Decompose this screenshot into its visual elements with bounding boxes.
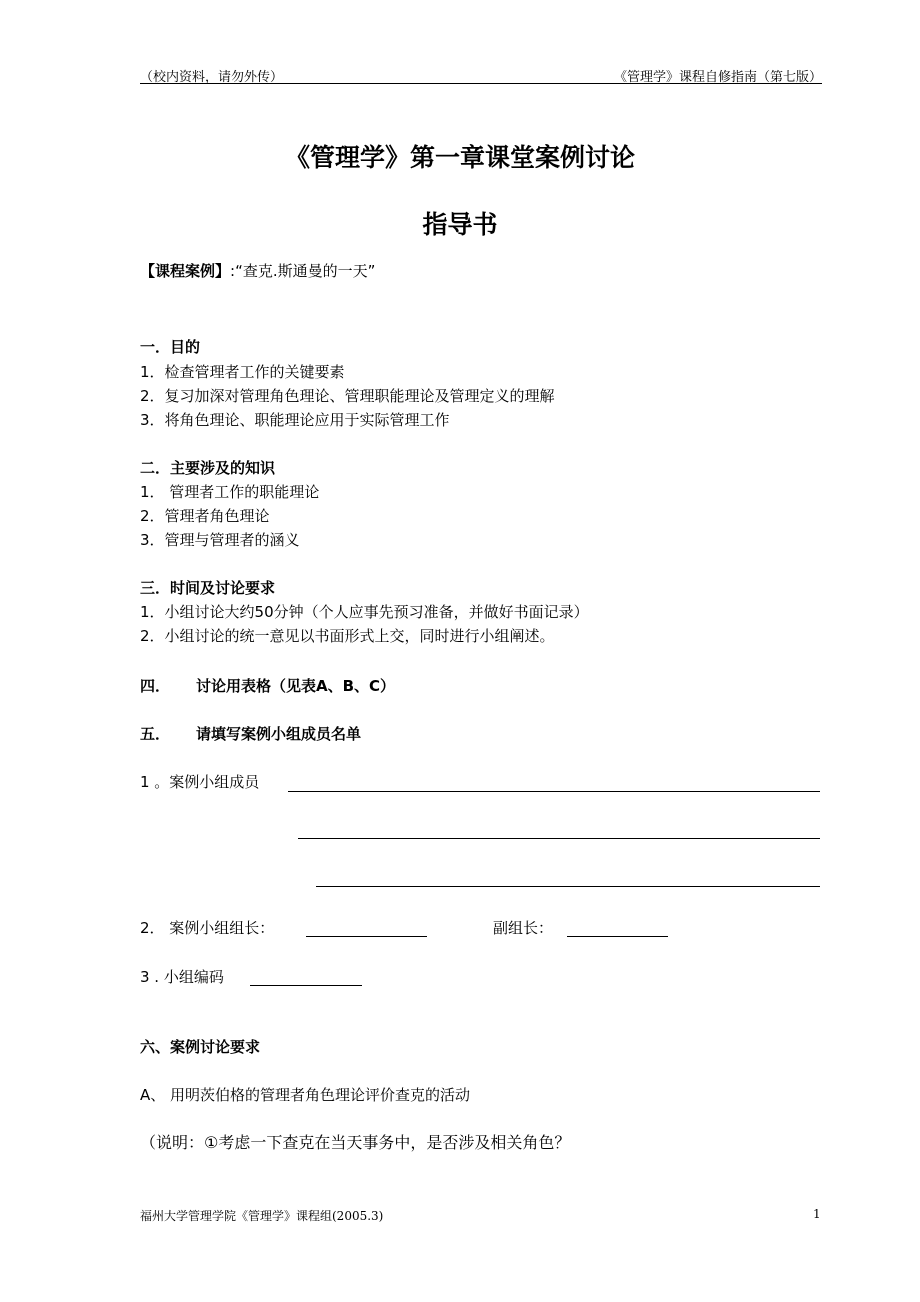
members-line[interactable]	[288, 791, 820, 792]
case-text: :“查克.斯通曼的一天”	[230, 262, 376, 280]
section-heading: 三．时间及讨论要求	[140, 579, 276, 597]
section-heading: 讨论用表格（见表A、B、C）	[196, 677, 396, 695]
section-number: 四．	[140, 677, 171, 695]
requirement-note: （说明：①考虑一下查克在当天事务中，是否涉及相关角色？	[140, 1133, 571, 1152]
page-subtitle: 指导书	[422, 210, 498, 239]
header-rule	[140, 83, 822, 84]
list-item: 2．管理者角色理论	[140, 507, 270, 525]
list-item: 3．将角色理论、职能理论应用于实际管理工作	[140, 411, 450, 429]
section-number: 五．	[140, 725, 171, 743]
list-item: 1．检查管理者工作的关键要素	[140, 363, 345, 381]
list-item: 2．复习加深对管理角色理论、管理职能理论及管理定义的理解	[140, 387, 555, 405]
list-item: 1．小组讨论大约50分钟（个人应事先预习准备，并做好书面记录）	[140, 603, 589, 621]
deputy-line[interactable]	[567, 936, 668, 937]
section-heading: 一．目的	[140, 338, 201, 356]
section-heading: 请填写案例小组成员名单	[196, 725, 362, 743]
leader-label: 2． 案例小组组长：	[140, 919, 275, 937]
section-heading: 六、案例讨论要求	[140, 1038, 261, 1056]
list-item: 1． 管理者工作的职能理论	[140, 483, 320, 501]
case-line	[140, 261, 375, 281]
deputy-label: 副组长：	[493, 919, 554, 937]
members-line[interactable]	[298, 838, 820, 839]
header-left: （校内资料，请勿外传）	[140, 70, 284, 85]
footer-text: 福州大学管理学院《管理学》课程组(2005.3)	[140, 1209, 384, 1223]
header-right: 《管理学》课程自修指南（第七版）	[613, 70, 822, 85]
members-line[interactable]	[316, 886, 820, 887]
page-title: 《管理学》第一章课堂案例讨论	[284, 143, 635, 172]
leader-line[interactable]	[306, 936, 427, 937]
list-item: 3．管理与管理者的涵义	[140, 531, 300, 549]
page-number: 1	[813, 1207, 821, 1221]
case-label: 【课程案例】	[140, 262, 231, 280]
list-item: 2．小组讨论的统一意见以书面形式上交，同时进行小组阐述。	[140, 627, 555, 645]
members-label: 1 。案例小组成员	[140, 773, 260, 791]
code-line[interactable]	[250, 985, 362, 986]
code-label: 3 . 小组编码	[140, 968, 224, 986]
section-heading: 二．主要涉及的知识	[140, 459, 276, 477]
requirement-a: A、 用明茨伯格的管理者角色理论评价查克的活动	[140, 1086, 471, 1104]
